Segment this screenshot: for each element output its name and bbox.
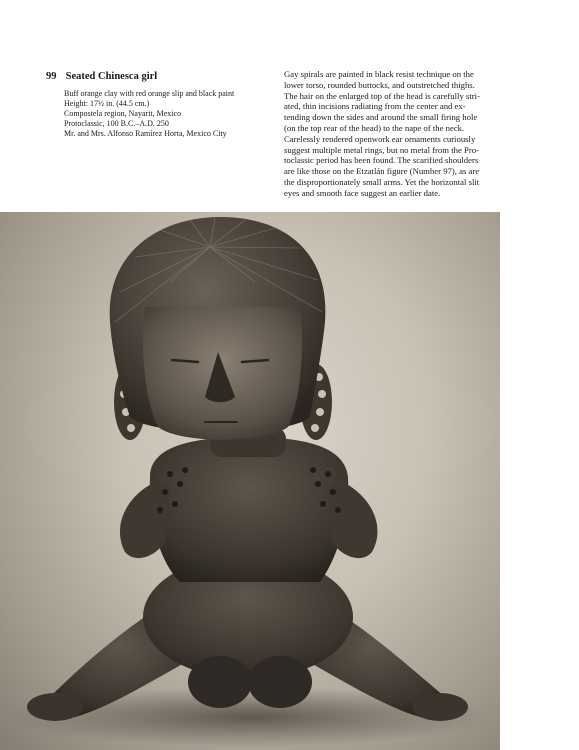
catalog-title: Seated Chinesca girl <box>65 71 158 82</box>
essay-line: eyes and smooth face suggest an earlier date. <box>284 187 441 198</box>
detail-region: Compostela region, Nayarit, Mexico <box>64 109 182 118</box>
essay-line: Gay spirals are painted in black resist technique on the <box>284 69 474 79</box>
essay-line: (on the top rear of the head) to the nape of the neck. <box>284 122 465 133</box>
left-buttock <box>188 656 252 708</box>
essay-line: suggest multiple metal rings, but no metal from the Pro- <box>284 144 479 155</box>
essay-line: are like those on the Etzatlán figure (Number 97), as are <box>284 166 480 177</box>
ceramic-figure-image <box>0 212 500 750</box>
detail-height: Height: 17½ in. (44.5 cm.) <box>64 99 150 108</box>
essay-line: tending down the sides and around the small firing hole <box>284 112 478 123</box>
catalog-number: 99 <box>46 71 57 82</box>
essay-text <box>284 69 504 199</box>
figure-photograph <box>0 212 500 750</box>
detail-period: Protoclassic, 100 B.C.–A.D. 250 <box>64 119 169 128</box>
essay-line: The hair on the enlarged top of the head is carefully stri- <box>284 90 480 101</box>
catalog-heading <box>46 70 266 83</box>
left-foot <box>27 693 83 721</box>
essay-line: Carelessly rendered openwork ear ornaments curiously <box>284 133 476 144</box>
essay-line: ated, thin incisions radiating from the center and ex- <box>284 101 466 112</box>
upper-torso <box>150 437 348 582</box>
essay-line: lower torso, rounded buttocks, and outstretched thighs. <box>284 79 475 90</box>
right-buttock <box>248 656 312 708</box>
detail-lender: Mr. and Mrs. Alfonso Ramírez Horta, Mexico City <box>64 129 227 138</box>
right-foot <box>412 693 468 721</box>
essay-line: toclassic period has been found. The scarified shoulders <box>284 155 479 166</box>
detail-material: Buff orange clay with red orange slip and black paint <box>64 89 235 98</box>
catalog-details <box>64 89 274 139</box>
essay-line: the disproportionately small arms. Yet the horizontal slit <box>284 176 480 187</box>
